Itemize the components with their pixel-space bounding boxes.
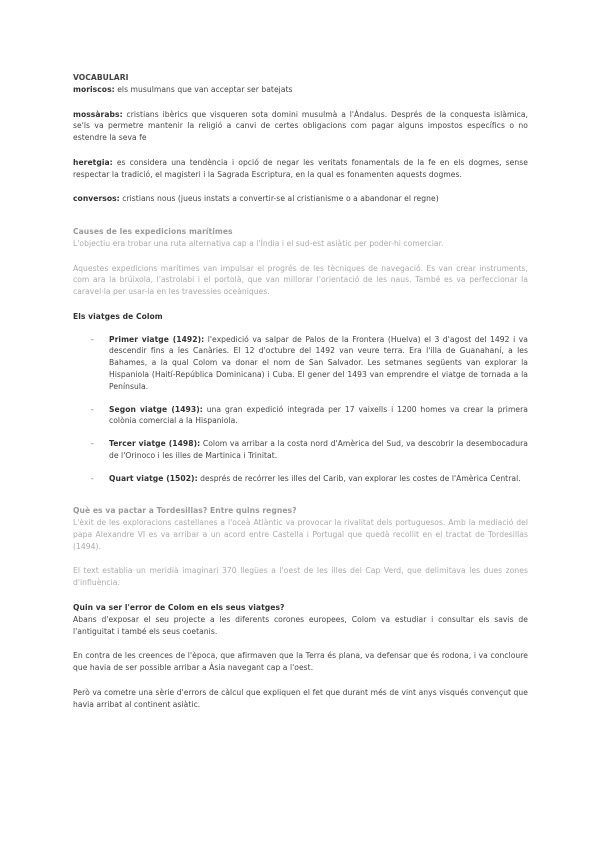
voyage-text: Colom va arribar a la costa nord d'Amèrica del Sud, va descobrir la desembocadura de l'Orinoco i les illes de Martinica i Trinitat. <box>109 439 529 460</box>
definition-moriscos <box>73 84 528 96</box>
voyages-list <box>73 334 528 485</box>
voyage-text: una gran expedició integrada per 17 vaixells i 1200 homes va crear la primera colònia comercial a la Hispaniola. <box>109 404 528 426</box>
term-mossarabs: mossàrabs: <box>73 109 123 119</box>
error-paragraph-3: Però va cometre una sèrie d'errors de càlcul que expliquen el fet que durant més de vint anys visqués convençut que havia arribat al continent asiàtic. <box>73 687 528 709</box>
voyage-item-2 <box>91 404 528 428</box>
definition-heretgia <box>73 157 528 181</box>
definition-mossarabs-text: cristians ibèrics que visqueren sota domini musulmà a l'Àndalus. Després de la conquesta islàmica, se'ls va permetre mantenir la religió a canvi de certes obligacions com pagar alguns impostos específics o no estendre la seva fe <box>73 109 528 143</box>
voyage-text: després de recórrer les illes del Carib, van explorar les costes de l'Amèrica Central. <box>197 473 521 483</box>
causes-paragraph: Aquestes expedicions marítimes van impulsar el progrés de les tècniques de navegació. Es van crear instruments, com ara la brúixola, l'astrolabi i el portolà, que van millorar l'orientació de les naus. També es va perfeccionar la caravel·la per usar-la en les travessies oceàniques. <box>73 263 528 297</box>
definition-conversos-text: cristians nous (jueus instats a convertir-se al cristianisme o a abandonar el regne) <box>119 194 439 204</box>
list-dash: - <box>91 473 94 483</box>
term-moriscos: moriscos: <box>73 84 115 94</box>
vocabulary-title: VOCABULARI <box>73 73 129 82</box>
list-dash: - <box>91 334 94 344</box>
causes-line1: L'objectiu era trobar una ruta alternativa cap a l'Índia i el sud-est asiàtic per poder-hi comerciar. <box>73 238 444 248</box>
voyage-label: Tercer viatge (1498): <box>109 439 201 449</box>
voyage-label: Quart viatge (1502): <box>109 473 198 483</box>
voyages-heading: Els viatges de Colom <box>73 311 163 321</box>
list-dash: - <box>91 404 94 414</box>
term-conversos: conversos: <box>73 194 120 204</box>
tordesillas-paragraph-2: El text establia un meridià imaginari 370 llegües a l'oest de les illes del Cap Verd, que delimitava les dues zones d'influència. <box>73 566 528 588</box>
list-dash: - <box>91 439 94 449</box>
error-heading: Quin va ser l'error de Colom en els seus viatges? <box>73 602 285 612</box>
error-paragraph-1: Abans d'exposar el seu projecte a les diferents corones europees, Colom va estudiar i consultar els savis de l'antiguitat i també els seus coetanis. <box>73 614 528 636</box>
causes-section <box>73 226 528 298</box>
causes-heading: Causes de les expedicions marítimes <box>73 227 233 237</box>
definition-mossarabs <box>73 109 528 144</box>
tordesillas-section <box>73 505 528 589</box>
document-page <box>73 72 528 710</box>
voyage-label: Segon viatge (1493): <box>109 404 203 414</box>
term-heretgia: heretgia: <box>73 157 113 167</box>
voyage-item-1 <box>91 334 528 393</box>
voyage-item-4 <box>91 473 528 485</box>
voyage-text: l'expedició va salpar de Palos de la Frontera (Huelva) el 3 d'agost del 1492 i va descendir fins a les Canàries. El 12 d'octubre del 1492 van veure terra. Era l'illa de Guanahaní, a les Bahames, a la qual Colom va donar el nom de San Salvador. Les setmanes següents van explorar la Hispaniola (Haití-República Dominicana) i Cuba. El gener del 1493 van emprendre el viatge de tornada a la Península. <box>109 334 528 391</box>
voyage-item-3 <box>91 438 529 462</box>
error-paragraph-2: En contra de les creences de l'època, que afirmaven que la Terra és plana, va defensar que és rodona, i va concloure que havia de ser possible arribar a Àsia navegant cap a l'oest. <box>73 651 528 673</box>
definition-heretgia-text: es considera una tendència i opció de negar les veritats fonamentals de la fe en els dogmes, sense respectar la tradició, el magisteri i la Sagrada Escriptura, en la qual es fonamenten aquests dogmes. <box>73 157 528 179</box>
error-section <box>73 602 528 710</box>
vocabulary-section <box>73 72 528 205</box>
definition-conversos <box>73 193 528 205</box>
tordesillas-paragraph-1: L'èxit de les exploracions castellanes a l'oceà Atlàntic va provocar la rivalitat dels portuguesos. Amb la mediació del papa Alexandre VI es va arribar a un acord entre Castella i Portugal que quedà recollit en el tractat de Tordesillas (1494). <box>73 518 528 551</box>
voyages-section <box>73 311 528 484</box>
definition-moriscos-text: els musulmans que van acceptar ser batejats <box>114 84 293 94</box>
tordesillas-heading: Què es va pactar a Tordesillas? Entre quins regnes? <box>73 506 297 516</box>
voyage-label: Primer viatge (1492): <box>109 334 205 344</box>
